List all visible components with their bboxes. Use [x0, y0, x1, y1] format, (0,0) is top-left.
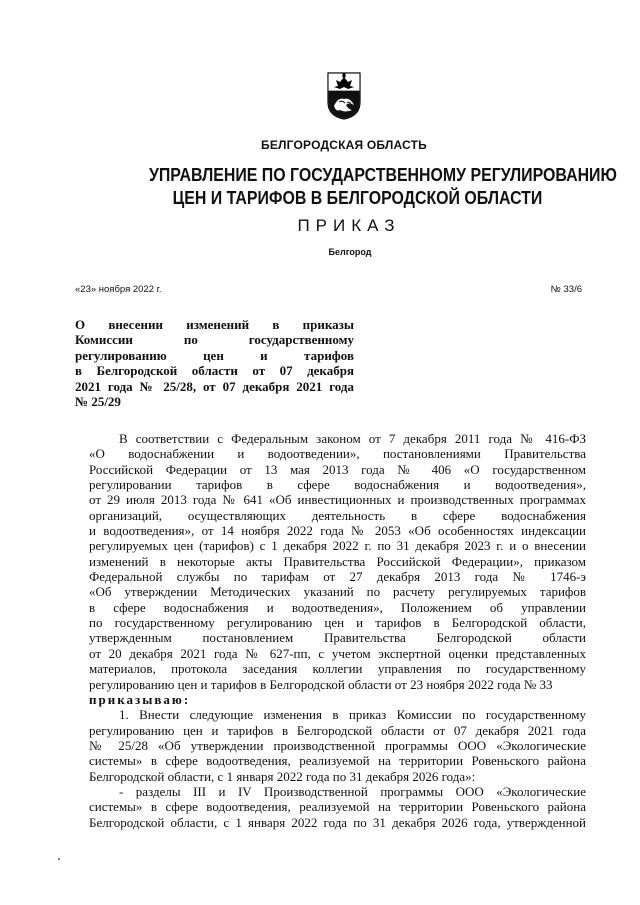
item-line: системы» в сфере водоотведения, реализуемой на территории Ровеньского района: [89, 799, 586, 815]
scan-mark: [58, 858, 60, 860]
document-subject: [75, 317, 354, 409]
item-line: - разделы III и IV Производственной программы ООО «Экологические: [119, 783, 586, 799]
body-line: и водоотведения», от 14 ноября 2022 года № 2053 «Об особенностях индексации: [89, 523, 586, 539]
subject-line: О внесении изменений в приказы: [75, 317, 354, 332]
body-line: Федеральной службы по тарифам от 27 декабря 2013 года № 1746-э: [89, 569, 586, 585]
body-line: в сфере водоснабжения и водоотведения», Положением об управлении: [89, 599, 586, 615]
body-line: регулировании тарифов в сфере водоснабжения и водоотведения»,: [89, 477, 586, 493]
item-line: № 25/28 «Об утверждении производственной программы ООО «Экологические: [89, 737, 586, 753]
body-line: материалов, протокола заседания коллегии управления по государственному: [89, 661, 586, 677]
body-line: Российской Федерации от 13 мая 2013 года № 406 «О государственном: [89, 461, 586, 477]
coat-of-arms-icon: [327, 72, 361, 120]
region-title: БЕЛГОРОДСКАЯ ОБЛАСТЬ: [261, 138, 427, 152]
body-line: утвержденным постановлением Правительства Белгородской области: [89, 630, 586, 646]
body-line: «Об утверждении Методических указаний по расчету регулируемых тарифов: [89, 584, 586, 600]
document-date: «23» ноября 2022 г.: [75, 284, 162, 295]
item-line: системы» в сфере водоотведения, реализуемой на территории Ровеньского района: [89, 753, 586, 769]
item-line: 1. Внести следующие изменения в приказ Комиссии по государственному: [119, 707, 586, 723]
department-title: [148, 163, 617, 209]
subject-line: регулированию цен и тарифов: [75, 347, 354, 363]
document-city: Белгород: [328, 247, 372, 257]
subject-line: 2021 года № 25/28, от 07 декабря 2021 года: [75, 378, 354, 394]
subject-line: в Белгородской области от 07 декабря: [75, 363, 354, 379]
department-title-line1: УПРАВЛЕНИЕ ПО ГОСУДАРСТВЕННОМУ РЕГУЛИРОВАНИЮ: [148, 164, 617, 185]
subject-line: Комиссии по государственному: [75, 332, 354, 348]
body-line: по государственному регулированию цен и тарифов в Белгородской области,: [89, 615, 586, 631]
item-line: регулированию цен и тарифов в Белгородской области от 07 декабря 2021 года: [89, 722, 586, 738]
body-line: регулируемых цен (тарифов) с 1 декабря 2022 г. по 31 декабря 2023 г. и о внесении: [89, 538, 586, 554]
document-number: № 33/6: [550, 284, 582, 295]
order-directive: приказываю:: [89, 691, 191, 707]
body-line: организаций, осуществляющих деятельность в сфере водоснабжения: [89, 507, 586, 523]
body-line: от 20 декабря 2021 года № 627-пп, с учетом экспертной оценки представленных: [89, 645, 586, 661]
item-line: Белгородской области, с 1 января 2022 года по 31 декабря 2026 года»:: [89, 768, 476, 784]
subject-line: № 25/29: [75, 394, 121, 410]
document-body: [89, 431, 586, 830]
body-line: «О водоснабжении и водоотведении», постановлениями Правительства: [89, 446, 586, 462]
document-type: ПРИКАЗ: [297, 216, 401, 235]
body-line: от 29 июля 2013 года № 641 «Об инвестиционных и производственных программах: [89, 492, 586, 508]
item-line: Белгородской области, с 1 января 2022 года по 31 декабря 2026 года, утвержденной: [89, 814, 586, 830]
body-line: изменений в некоторые акты Правительства Российской Федерации», приказом: [89, 553, 586, 569]
body-line: регулированию цен и тарифов в Белгородской области от 23 ноября 2022 года № 33: [89, 676, 553, 692]
department-title-line2: ЦЕН И ТАРИФОВ В БЕЛГОРОДСКОЙ ОБЛАСТИ: [172, 187, 543, 208]
body-line: В соответствии с Федеральным законом от 7 декабря 2011 года № 416-ФЗ: [119, 431, 586, 446]
